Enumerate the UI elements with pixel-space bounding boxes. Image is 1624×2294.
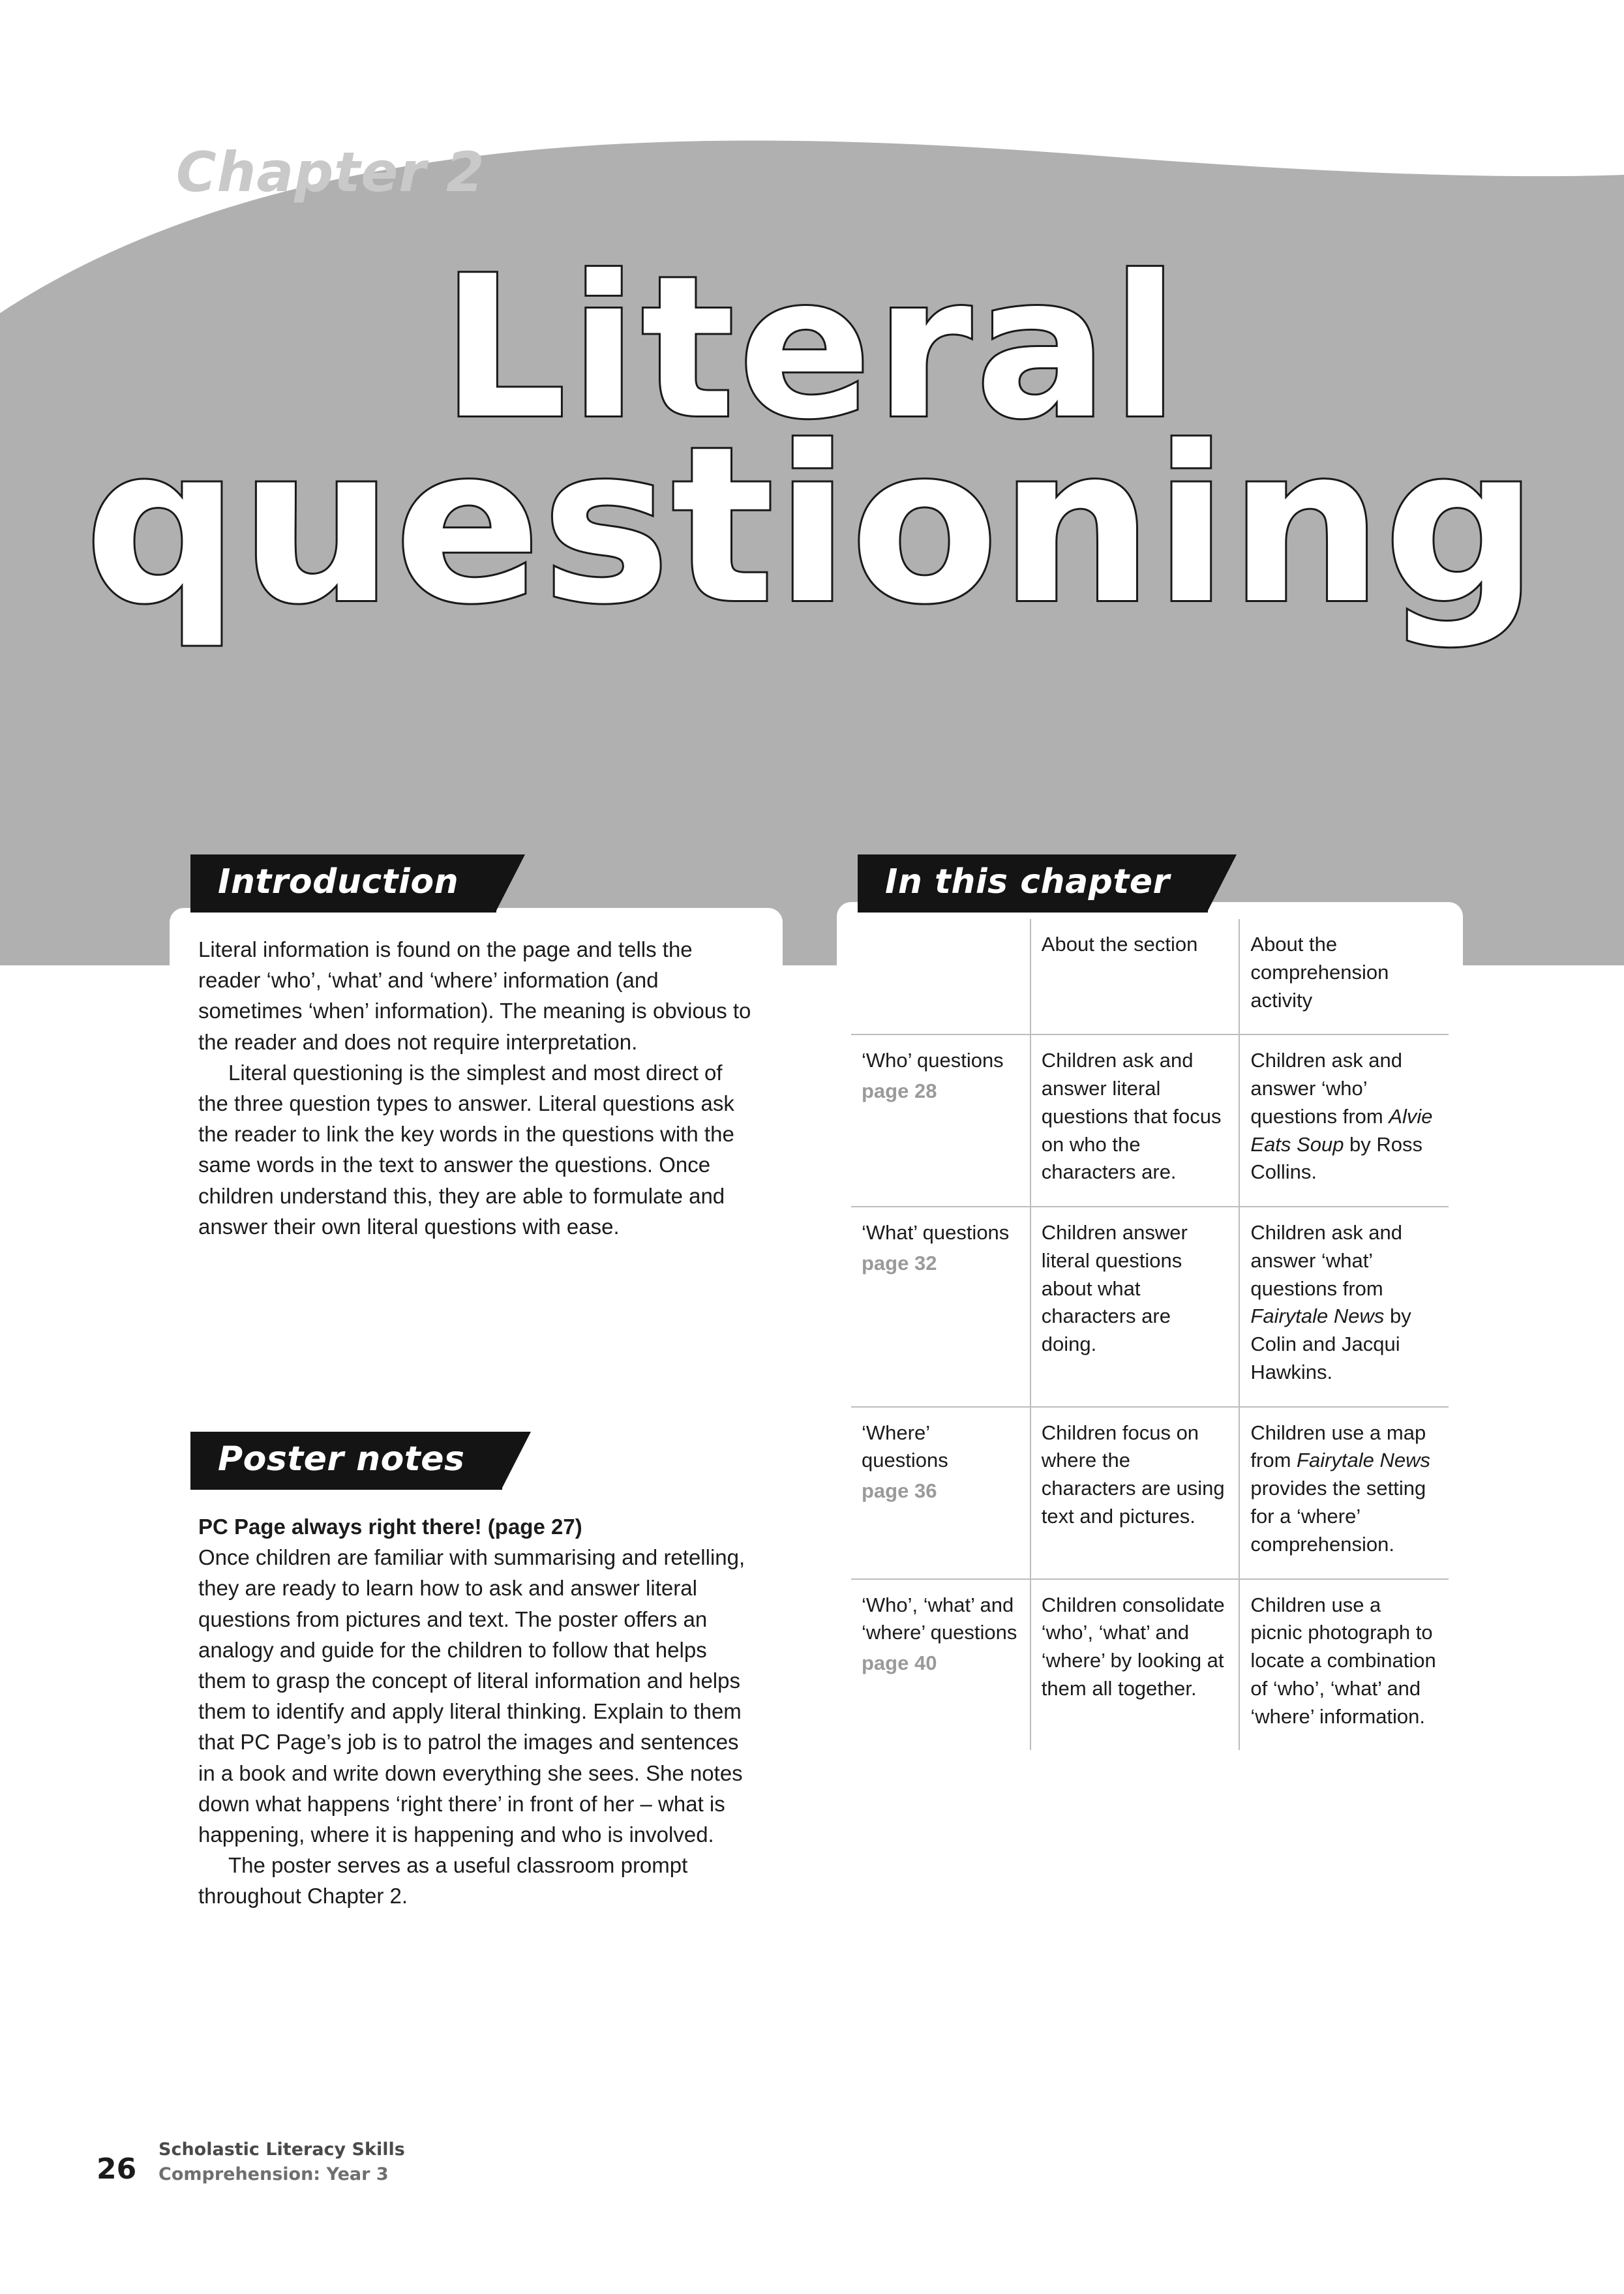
row-label-text: ‘Who’, ‘what’ and ‘where’ questions (862, 1593, 1017, 1644)
row-page-ref: page 40 (862, 1652, 937, 1675)
row-label-text: ‘What’ questions (862, 1221, 1010, 1245)
row-label-who (851, 1034, 1030, 1207)
row-about-section: Children ask and answer literal questions that focus on who the characters are. (1030, 1034, 1240, 1207)
page-title (0, 234, 1624, 651)
activity-book-title: Fairytale News (1297, 1449, 1431, 1472)
in-this-chapter-card (837, 902, 1463, 1767)
table-row (851, 1034, 1449, 1207)
activity-book-title: Fairytale News (1250, 1305, 1385, 1328)
activity-text-post: by Colin and Jacqui Hawkins. (1250, 1305, 1411, 1383)
row-page-ref: page 32 (862, 1251, 937, 1275)
row-about-activity (1239, 1207, 1449, 1407)
row-page-ref: page 36 (862, 1479, 937, 1503)
activity-text-pre: Children ask and answer ‘who’ questions from (1250, 1049, 1403, 1128)
activity-text-post: by Ross Collins. (1250, 1132, 1423, 1184)
table-header-about-activity: About the comprehension activity (1239, 919, 1449, 1034)
row-label-combined (851, 1579, 1030, 1751)
table-header-row (851, 919, 1449, 1034)
table-header-about-section: About the section (1030, 919, 1240, 1034)
page-number: 26 (97, 2152, 137, 2186)
table-row (851, 1407, 1449, 1579)
page-title-line2: questioning (84, 400, 1540, 651)
chapter-label: Chapter 2 (176, 140, 485, 204)
row-label-text: ‘Where’ questions (862, 1421, 948, 1472)
activity-text-post: provides the setting for a ‘where’ comprehension. (1250, 1477, 1426, 1556)
row-about-section: Children focus on where the characters are using text and pictures. (1030, 1407, 1240, 1579)
table-row (851, 1579, 1449, 1751)
chapter-overview-table (851, 919, 1449, 1750)
poster-notes-card (170, 1485, 783, 1933)
footer-line-1: Scholastic Literacy Skills (158, 2139, 405, 2160)
activity-text-pre: Children use a picnic photograph to locate a combination of ‘who’, ‘what’ and ‘where’ information. (1250, 1593, 1436, 1728)
in-this-chapter-banner: In this chapter (858, 854, 1208, 913)
introduction-paragraph-1: Literal information is found on the page and tells the reader ‘who’, ‘what’ and ‘where’ information (and sometimes ‘when’ information). The meaning is obvious to the reader and does not require interpretation. (198, 937, 751, 1054)
poster-notes-paragraph-2: The poster serves as a useful classroom prompt throughout Chapter 2. (198, 1853, 688, 1909)
footer-series-info (158, 2137, 405, 2188)
poster-notes-heading: PC Page always right there! (page 27) (198, 1515, 582, 1539)
introduction-card (170, 908, 783, 1264)
activity-book-title: Alvie Eats Soup (1250, 1104, 1433, 1156)
row-label-where (851, 1407, 1030, 1579)
poster-notes-paragraph-1: Once children are familiar with summarising and retelling, they are ready to learn how to ask and answer literal questions from pictures and text. The poster offers an analogy and guide for the children to follow that helps them to grasp the concept of literal information and helps them to identify and apply literal thinking. Explain to them that PC Page’s job is to patrol the images and sentences in a book and write down everything she sees. She notes down what happens ‘right there’ in front of her – what is happening, where it is happening and who is involved. (198, 1545, 745, 1847)
row-label-what (851, 1207, 1030, 1407)
row-about-section: Children answer literal questions about what characters are doing. (1030, 1207, 1240, 1407)
row-about-activity (1239, 1034, 1449, 1207)
row-about-activity (1239, 1407, 1449, 1579)
activity-text-pre: Children use a map from (1250, 1421, 1426, 1472)
activity-text-pre: Children ask and answer ‘what’ questions from (1250, 1221, 1403, 1300)
table-row (851, 1207, 1449, 1407)
row-about-section: Children consolidate ‘who’, ‘what’ and ‘where’ by looking at them all together. (1030, 1579, 1240, 1751)
table-header-blank (851, 919, 1030, 1034)
page-title-line1: Literal (441, 234, 1183, 462)
row-page-ref: page 28 (862, 1079, 937, 1103)
poster-notes-banner: Poster notes (190, 1432, 502, 1490)
row-about-activity (1239, 1579, 1449, 1751)
footer-line-2: Comprehension: Year 3 (158, 2164, 389, 2185)
introduction-paragraph-2: Literal questioning is the simplest and most direct of the three question types to answer. Literal questions ask the reader to link the key words in the questions with the same words in the text to answer the questions. Once children understand this, they are able to formulate and answer their own literal questions with ease. (198, 1060, 734, 1239)
row-label-text: ‘Who’ questions (862, 1049, 1004, 1072)
introduction-banner: Introduction (190, 854, 496, 913)
